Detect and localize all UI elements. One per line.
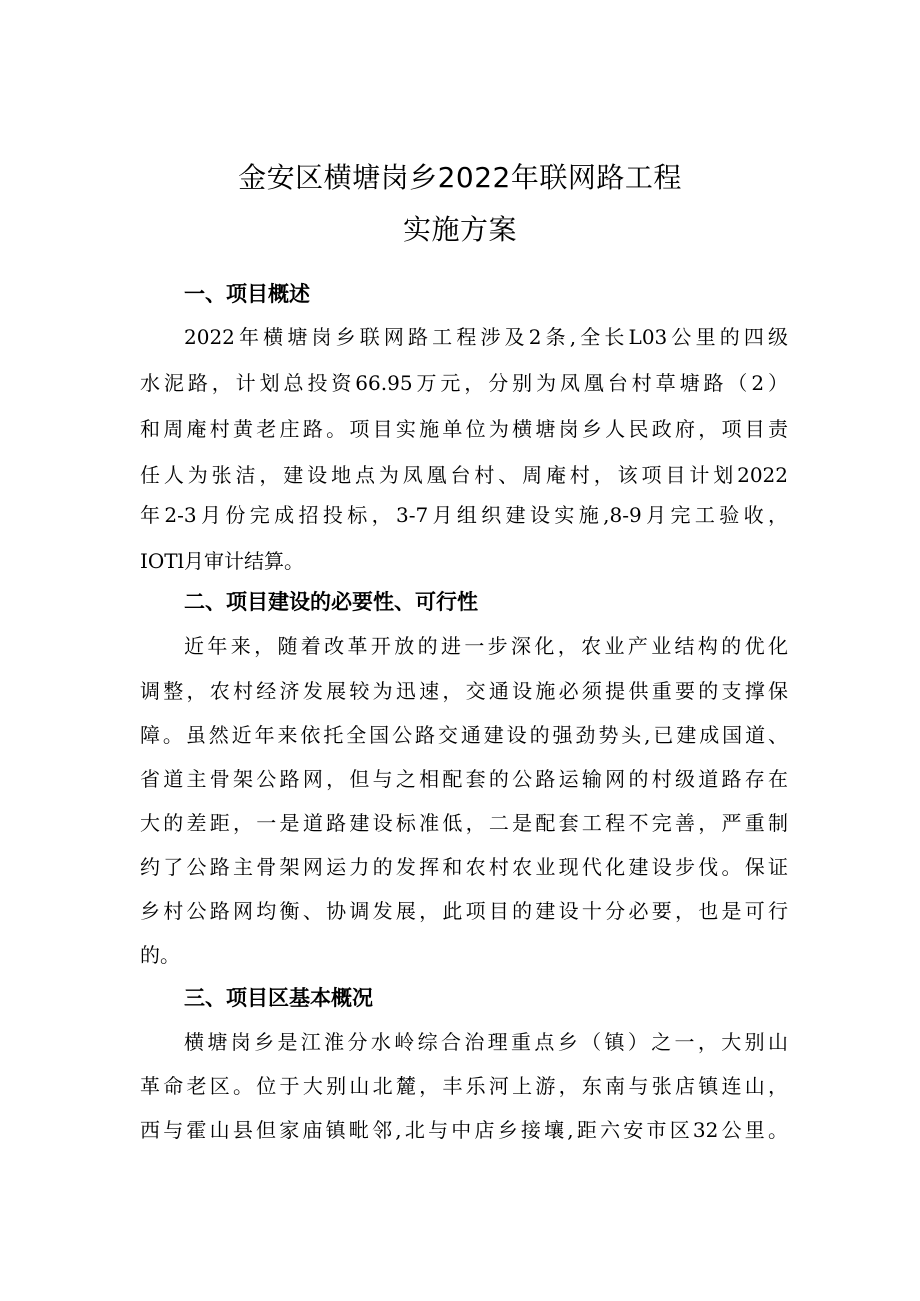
paragraph-line: 年2-3月份完成招投标，3-7月组织建设实施,8-9月完工验收， [140, 503, 788, 527]
paragraph-line: 近年来，随着改革开放的进一步深化，农业产业结构的优化 [184, 634, 788, 658]
paragraph-line: 约了公路主骨架网运力的发挥和农村农业现代化建设步伐。保证 [140, 855, 788, 879]
section-heading-area-overview: 三、项目区基本概况 [184, 986, 373, 1010]
section-heading-overview: 一、项目概述 [184, 282, 310, 306]
section-heading-necessity: 二、项目建设的必要性、可行性 [184, 590, 478, 614]
document-title: 金安区横塘岗乡2022年联网路工程 [238, 161, 682, 194]
paragraph-line: 调整，农村经济发展较为迅速，交通设施必须提供重要的支撑保 [140, 679, 788, 703]
paragraph-line: 任人为张洁，建设地点为凤凰台村、周庵村，该项目计划2022 [140, 463, 788, 487]
paragraph-line: 省道主骨架公路网，但与之相配套的公路运输网的村级道路存在 [140, 767, 788, 791]
paragraph-line: 横塘岗乡是江淮分水岭综合治理重点乡（镇）之一，大别山 [184, 1030, 788, 1054]
paragraph-line: 水泥路，计划总投资66.95万元，分别为凤凰台村草塘路（2） [140, 371, 788, 395]
paragraph-line: 和周庵村黄老庄路。项目实施单位为横塘岗乡人民政府，项目责 [140, 417, 788, 441]
paragraph-line: 障。虽然近年来依托全国公路交通建设的强劲势头,已建成国道、 [140, 723, 788, 747]
paragraph-line: 乡村公路网均衡、协调发展，此项目的建设十分必要，也是可行 [140, 899, 788, 923]
paragraph-line: 革命老区。位于大别山北麓，丰乐河上游，东南与张店镇连山， [140, 1074, 788, 1098]
paragraph-line: 大的差距，一是道路建设标准低，二是配套工程不完善，严重制 [140, 811, 788, 835]
document-subtitle: 实施方案 [402, 213, 517, 246]
paragraph-line: 2022年横塘岗乡联网路工程涉及2条,全长L03公里的四级 [184, 325, 788, 349]
paragraph-line: IOTl月审计结算。 [140, 549, 305, 573]
paragraph-line: 西与霍山县但家庙镇毗邻,北与中店乡接壤,距六安市区32公里。 [140, 1118, 788, 1142]
paragraph-line: 的。 [140, 943, 180, 967]
